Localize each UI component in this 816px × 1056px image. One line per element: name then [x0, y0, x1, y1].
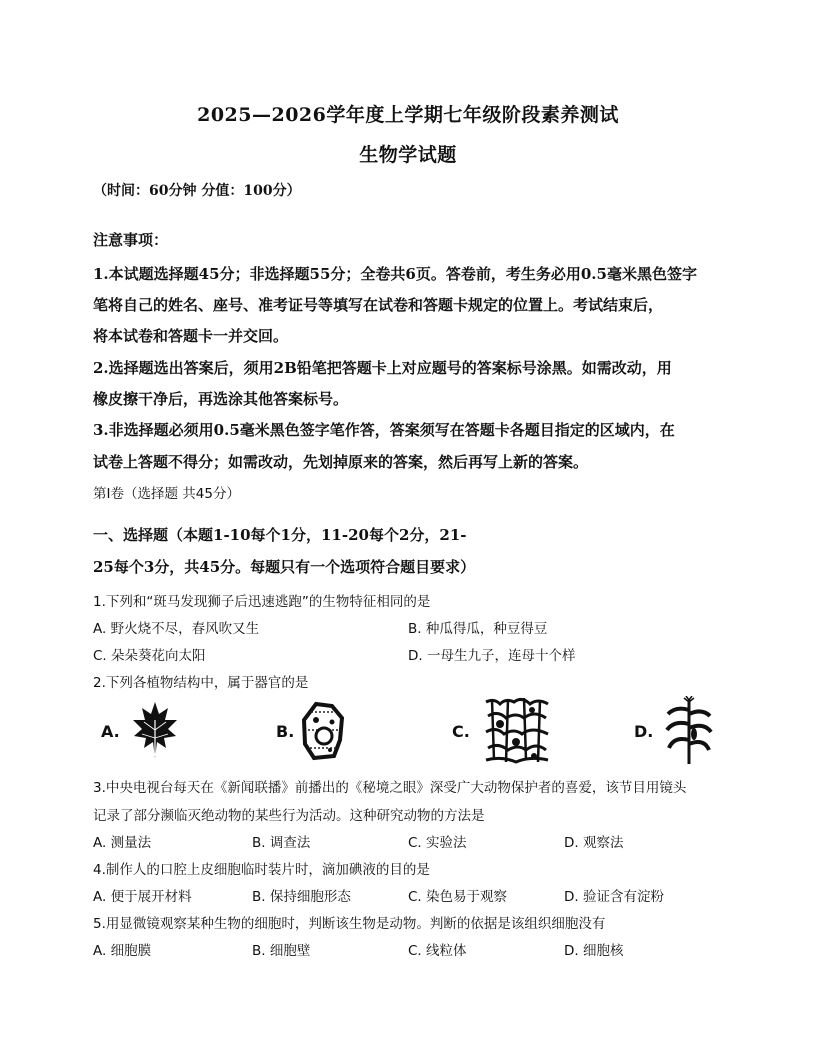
question-stem: 3.中央电视台每天在《新闻联播》前播出的《秘境之眼》深受广大动物保护者的喜爱，该节目用镜头 [93, 780, 687, 796]
notice-line: 将本试卷和答题卡一并交回。 [93, 327, 289, 345]
option-d: D. 一母生九子，连母十个样 [408, 648, 576, 664]
option-c: C. 染色易于观察 [408, 889, 508, 905]
notice-heading: 注意事项： [93, 231, 169, 249]
section-label: 第I卷（选择题 共45分） [93, 486, 240, 502]
option-a: A. 便于展开材料 [93, 889, 192, 905]
option-c: C. 线粒体 [408, 943, 467, 959]
question-stem: 1.下列和“斑马发现狮子后迅速逃跑”的生物特征相同的是 [93, 594, 431, 610]
notice-line: 笔将自己的姓名、座号、准考证号等填写在试卷和答题卡规定的位置上。考试结束后， [93, 296, 664, 314]
notice-line: 3.非选择题必须用0.5毫米黑色签字笔作答，答案须写在答题卡各题目指定的区域内，在 [93, 421, 675, 439]
question-stem: 记录了部分濒临灭绝动物的某些行为活动。这种研究动物的方法是 [93, 808, 485, 824]
option-b-label: B. [276, 722, 295, 741]
option-d: D. 观察法 [564, 835, 624, 851]
option-a: A. 测量法 [93, 835, 152, 851]
tissue-image [482, 696, 552, 764]
notice-line: 1.本试题选择题45分；非选择题55分；全卷共6页。答卷前，考生务必用0.5毫米黑色签字 [93, 265, 697, 283]
exam-subtitle: 生物学试题 [359, 144, 457, 166]
notice-line: 试卷上答题不得分；如需改动，先划掉原来的答案，然后再写上新的答案。 [93, 453, 589, 471]
option-c: C. 实验法 [408, 835, 467, 851]
exam-meta: （时间：60分钟 分值：100分） [93, 183, 301, 199]
option-b: B. 细胞壁 [252, 943, 311, 959]
option-a: A. 野火烧不尽，春风吹又生 [93, 621, 260, 637]
notice-line: 2.选择题选出答案后，须用2B铅笔把答题卡上对应题号的答案标号涂黑。如需改动，用 [93, 359, 672, 377]
option-a-label: A. [101, 722, 120, 741]
corn-plant-image [664, 696, 714, 766]
option-d-label: D. [634, 722, 654, 741]
option-d: D. 细胞核 [564, 943, 624, 959]
question-stem: 2.下列各植物结构中，属于器官的是 [93, 675, 309, 691]
leaf-image [130, 700, 180, 762]
part-heading: 一、选择题（本题1-10每个1分，11-20每个2分，21- [93, 526, 467, 544]
exam-title: 2025—2026学年度上学期七年级阶段素养测试 [197, 104, 619, 126]
part-heading: 25每个3分，共45分。每题只有一个选项符合题目要求） [93, 558, 476, 576]
option-b: B. 保持细胞形态 [252, 889, 351, 905]
option-a: A. 细胞膜 [93, 943, 152, 959]
option-c: C. 朵朵葵花向太阳 [93, 648, 206, 664]
option-c-label: C. [452, 722, 470, 741]
cell-image [300, 700, 346, 762]
question-stem: 5.用显微镜观察某种生物的细胞时，判断该生物是动物。判断的依据是该组织细胞没有 [93, 916, 606, 932]
option-d: D. 验证含有淀粉 [564, 889, 664, 905]
notice-line: 橡皮擦干净后，再选涂其他答案标号。 [93, 390, 349, 408]
option-b: B. 种瓜得瓜，种豆得豆 [408, 621, 548, 637]
question-stem: 4.制作人的口腔上皮细胞临时装片时，滴加碘液的目的是 [93, 862, 430, 878]
option-b: B. 调查法 [252, 835, 311, 851]
